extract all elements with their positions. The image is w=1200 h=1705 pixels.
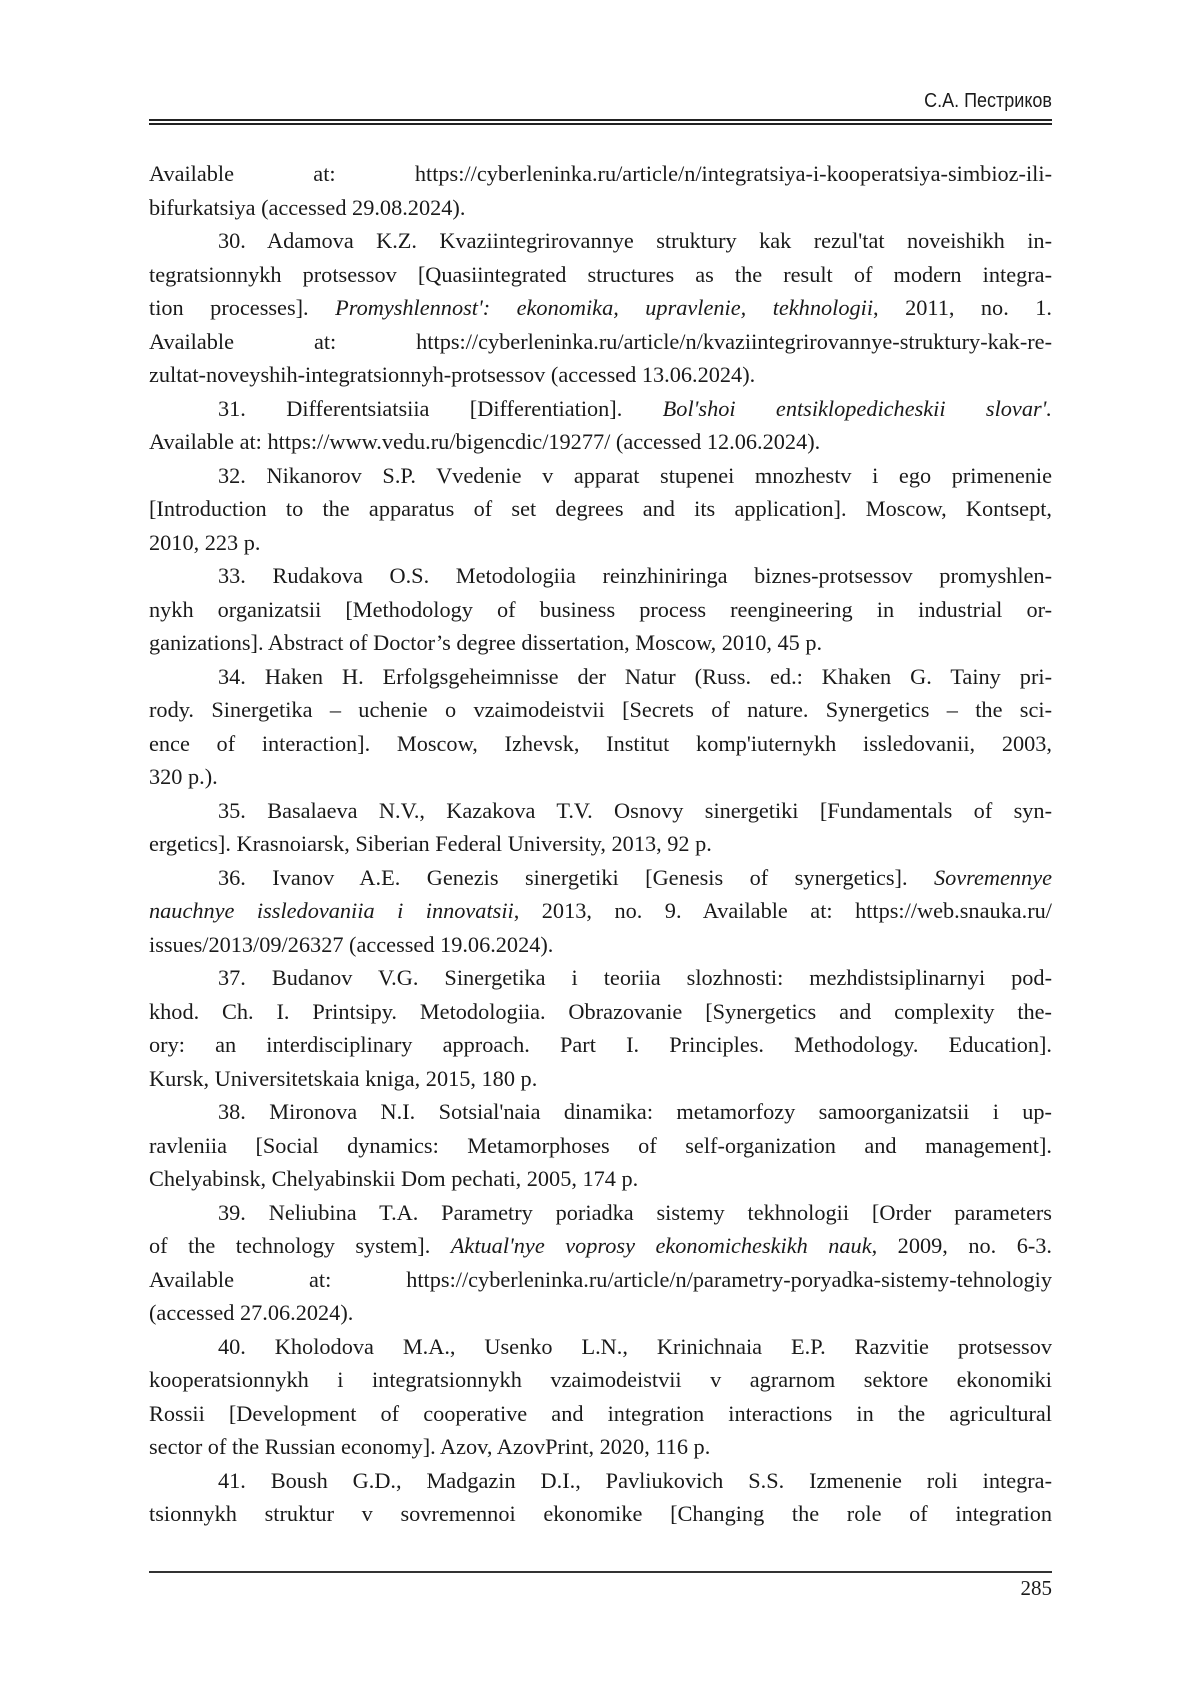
reference-line xyxy=(149,928,1052,962)
reference-text: ravleniia [Social dynamics: Metamorphoses of self-organization and management]. xyxy=(149,1133,1052,1158)
reference-text: of the technology system]. xyxy=(149,1233,451,1258)
reference-line xyxy=(149,1095,1052,1129)
reference-line xyxy=(149,593,1052,627)
reference-line xyxy=(149,1162,1052,1196)
italic-source-title: nauchnye issledovaniia i innovatsii xyxy=(149,898,514,923)
reference-text: Rossii [Development of cooperative and integration interactions in the agricultural xyxy=(149,1401,1052,1426)
reference-text: issues/2013/09/26327 (accessed 19.06.2024). xyxy=(149,932,553,957)
reference-text: 39. Neliubina T.A. Parametry poriadka sistemy tekhnologii [Order parameters xyxy=(218,1200,1052,1225)
reference-text: zultat-noveyshih-integratsionnyh-protsessov (accessed 13.06.2024). xyxy=(149,362,755,387)
reference-text: (accessed 27.06.2024). xyxy=(149,1300,353,1325)
reference-entry xyxy=(149,224,1052,392)
reference-text: ence of interaction]. Moscow, Izhevsk, Institut komp'iuternykh issledovanii, 2003, xyxy=(149,731,1052,756)
reference-text: 40. Kholodova M.A., Usenko L.N., Krinichnaia E.P. Razvitie protsessov xyxy=(218,1334,1052,1359)
reference-text: rody. Sinergetika – uchenie o vzaimodeistvii [Secrets of nature. Synergetics – the sci- xyxy=(149,697,1052,722)
reference-text: 37. Budanov V.G. Sinergetika i teoriia slozhnosti: mezhdistsiplinarnyi pod- xyxy=(218,965,1052,990)
reference-line xyxy=(149,157,1052,191)
reference-entry xyxy=(149,861,1052,962)
reference-text: [Introduction to the apparatus of set degrees and its application]. Moscow, Kontsept, xyxy=(149,496,1052,521)
reference-line xyxy=(149,425,1052,459)
reference-line xyxy=(149,258,1052,292)
reference-text: 33. Rudakova O.S. Metodologiia reinzhiniringa biznes-protsessov promyshlen- xyxy=(218,563,1052,588)
reference-line xyxy=(149,459,1052,493)
reference-line xyxy=(149,827,1052,861)
reference-entry xyxy=(149,1330,1052,1464)
reference-text: tsionnykh struktur v sovremennoi ekonomike [Changing the role of integration xyxy=(149,1501,1052,1526)
reference-line xyxy=(149,492,1052,526)
reference-line xyxy=(149,1397,1052,1431)
reference-line xyxy=(149,626,1052,660)
reference-text: ganizations]. Abstract of Doctor’s degree dissertation, Moscow, 2010, 45 p. xyxy=(149,630,822,655)
reference-text: 35. Basalaeva N.V., Kazakova T.V. Osnovy sinergetiki [Fundamentals of syn- xyxy=(218,798,1052,823)
header-rule xyxy=(149,123,1052,125)
reference-line xyxy=(149,861,1052,895)
reference-entry xyxy=(149,392,1052,459)
reference-text: 32. Nikanorov S.P. Vvedenie v apparat stupenei mnozhestv i ego primenenie xyxy=(218,463,1052,488)
reference-entry xyxy=(149,459,1052,560)
reference-line xyxy=(149,1062,1052,1096)
footer-rule xyxy=(149,1571,1052,1573)
reference-line xyxy=(149,894,1052,928)
reference-line xyxy=(149,760,1052,794)
reference-line xyxy=(149,1464,1052,1498)
italic-source-title: Aktual'nye voprosy ekonomicheskikh nauk xyxy=(451,1233,872,1258)
italic-source-title: Sovremennye xyxy=(934,865,1052,890)
reference-text: 34. Haken H. Erfolgsgeheimnisse der Natur (Russ. ed.: Khaken G. Tainy pri- xyxy=(218,664,1052,689)
reference-line xyxy=(149,693,1052,727)
reference-text: 320 p.). xyxy=(149,764,218,789)
page-number: 285 xyxy=(149,1576,1052,1601)
reference-entry xyxy=(149,660,1052,794)
reference-line xyxy=(149,1296,1052,1330)
reference-text: tegratsionnykh protsessov [Quasiintegrated structures as the result of modern integra- xyxy=(149,262,1052,287)
reference-text: 36. Ivanov A.E. Genezis sinergetiki [Genesis of synergetics]. xyxy=(218,865,934,890)
italic-source-title: Bol'shoi entsiklopedicheskii slovar'. xyxy=(663,396,1052,421)
reference-text: ory: an interdisciplinary approach. Part I. Principles. Methodology. Education]. xyxy=(149,1032,1052,1057)
reference-entry xyxy=(149,961,1052,1095)
running-header-author: С.А. Пестриков xyxy=(239,90,1052,113)
reference-text: tion processes]. xyxy=(149,295,335,320)
reference-text: kooperatsionnykh i integratsionnykh vzaimodeistvii v agrarnom sektore ekonomiki xyxy=(149,1367,1052,1392)
reference-line xyxy=(149,559,1052,593)
reference-text: 31. Differentsiatsiia [Differentiation]. xyxy=(218,396,663,421)
reference-line xyxy=(149,358,1052,392)
reference-entry xyxy=(149,1196,1052,1330)
reference-entry xyxy=(149,157,1052,224)
reference-line xyxy=(149,1363,1052,1397)
reference-text: , 2013, no. 9. Available at: https://web.snauka.ru/ xyxy=(514,898,1052,923)
reference-line xyxy=(149,526,1052,560)
reference-line xyxy=(149,224,1052,258)
italic-source-title: Promyshlennost': ekonomika, upravlenie, tekhnologii xyxy=(335,295,873,320)
reference-text: 38. Mironova N.I. Sotsial'naia dinamika: metamorfozy samoorganizatsii i up- xyxy=(218,1099,1052,1124)
reference-line xyxy=(149,191,1052,225)
reference-text: sector of the Russian economy]. Azov, AzovPrint, 2020, 116 p. xyxy=(149,1434,710,1459)
reference-text: Available at: https://cyberleninka.ru/article/n/parametry-poryadka-sistemy-tehnologiy xyxy=(149,1267,1052,1292)
reference-entry xyxy=(149,1095,1052,1196)
reference-text: bifurkatsiya (accessed 29.08.2024). xyxy=(149,195,465,220)
reference-line xyxy=(149,392,1052,426)
reference-line xyxy=(149,1028,1052,1062)
reference-line xyxy=(149,1229,1052,1263)
reference-line xyxy=(149,1196,1052,1230)
reference-line xyxy=(149,660,1052,694)
reference-text: Available at: https://www.vedu.ru/bigencdic/19277/ (accessed 12.06.2024). xyxy=(149,429,820,454)
reference-line xyxy=(149,1430,1052,1464)
reference-line xyxy=(149,325,1052,359)
reference-text: , 2011, no. 1. xyxy=(873,295,1052,320)
header-rule xyxy=(149,119,1052,121)
reference-line xyxy=(149,961,1052,995)
reference-line xyxy=(149,1497,1052,1531)
reference-line xyxy=(149,794,1052,828)
reference-entry xyxy=(149,559,1052,660)
reference-list xyxy=(149,157,1052,1531)
reference-line xyxy=(149,727,1052,761)
reference-text: nykh organizatsii [Methodology of business process reengineering in industrial or- xyxy=(149,597,1052,622)
reference-line xyxy=(149,1129,1052,1163)
reference-text: 2010, 223 p. xyxy=(149,530,260,555)
reference-text: 30. Adamova K.Z. Kvaziintegrirovannye struktury kak rezul'tat noveishikh in- xyxy=(218,228,1052,253)
reference-text: , 2009, no. 6-3. xyxy=(872,1233,1052,1258)
reference-line xyxy=(149,1330,1052,1364)
reference-text: Available at: https://cyberleninka.ru/article/n/kvaziintegrirovannye-struktury-kak-re- xyxy=(149,329,1052,354)
reference-text: ergetics]. Krasnoiarsk, Siberian Federal University, 2013, 92 p. xyxy=(149,831,712,856)
reference-text: Kursk, Universitetskaia kniga, 2015, 180 p. xyxy=(149,1066,537,1091)
reference-line xyxy=(149,291,1052,325)
reference-entry xyxy=(149,794,1052,861)
reference-text: 41. Boush G.D., Madgazin D.I., Pavliukovich S.S. Izmenenie roli integra- xyxy=(218,1468,1052,1493)
reference-entry xyxy=(149,1464,1052,1531)
reference-line xyxy=(149,995,1052,1029)
reference-text: Available at: https://cyberleninka.ru/article/n/integratsiya-i-kooperatsiya-simbioz-ili- xyxy=(149,161,1052,186)
reference-line xyxy=(149,1263,1052,1297)
reference-text: Chelyabinsk, Chelyabinskii Dom pechati, 2005, 174 p. xyxy=(149,1166,638,1191)
reference-text: khod. Ch. I. Printsipy. Metodologiia. Obrazovanie [Synergetics and complexity the- xyxy=(149,999,1052,1024)
